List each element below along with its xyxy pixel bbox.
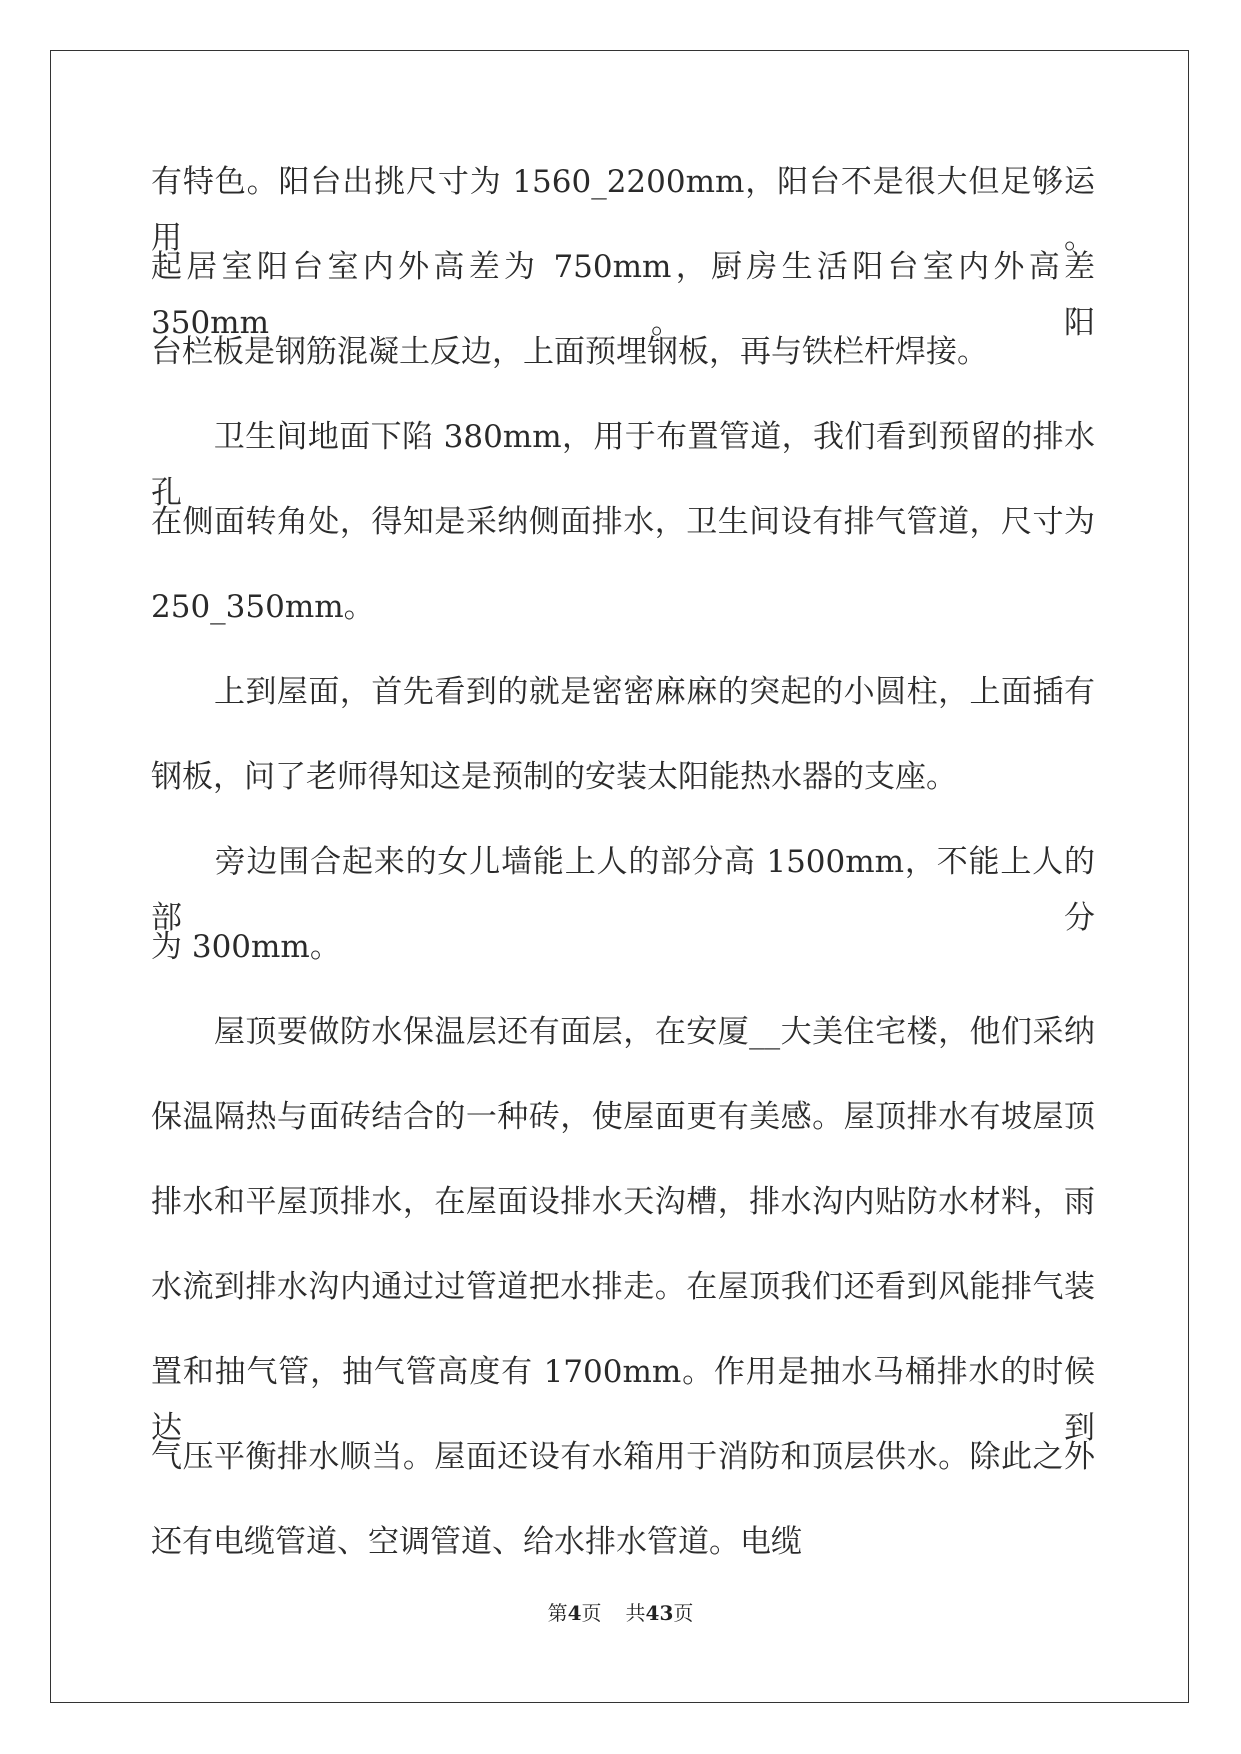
text-line: 置和抽气管，抽气管高度有 1700mm。作用是抽水马桶排水的时候达到 (151, 1354, 1095, 1446)
text-line: 卫生间地面下陷 380mm，用于布置管道，我们看到预留的排水孔 (151, 419, 1095, 511)
text-line: 屋顶要做防水保温层还有面层，在安厦__大美住宅楼，他们采纳 (151, 1014, 1095, 1050)
text-line: 保温隔热与面砖结合的一种砖，使屋面更有美感。屋顶排水有坡屋顶 (151, 1099, 1095, 1135)
text-line: 钢板，问了老师得知这是预制的安装太阳能热水器的支座。 (151, 759, 957, 795)
text-line: 排水和平屋顶排水，在屋面设排水天沟槽，排水沟内贴防水材料，雨 (151, 1184, 1095, 1220)
text-line: 250_350mm。 (151, 589, 375, 625)
text-line: 上到屋面，首先看到的就是密密麻麻的突起的小圆柱，上面插有 (151, 674, 1095, 710)
text-line: 水流到排水沟内通过过管道把水排走。在屋顶我们还看到风能排气装 (151, 1269, 1095, 1305)
text-line: 为 300mm。 (151, 929, 341, 965)
text-line: 台栏板是钢筋混凝土反边，上面预埋钢板，再与铁栏杆焊接。 (151, 334, 988, 370)
text-line: 旁边围合起来的女儿墙能上人的部分高 1500mm，不能上人的部分 (151, 844, 1095, 936)
text-line: 起居室阳台室内外高差为 750mm，厨房生活阳台室内外高差 350mm。阳 (151, 249, 1095, 341)
footer-total-prefix: 共 (625, 1601, 646, 1625)
text-line: 还有电缆管道、空调管道、给水排水管道。电缆 (151, 1524, 802, 1560)
footer-total-suffix: 页 (673, 1601, 694, 1625)
page-footer (0, 1597, 1241, 1626)
text-line: 气压平衡排水顺当。屋面还设有水箱用于消防和顶层供水。除此之外 (151, 1439, 1095, 1475)
footer-page-suffix: 页 (581, 1601, 602, 1625)
text-line: 有特色。阳台出挑尺寸为 1560_2200mm，阳台不是很大但足够运用。 (151, 164, 1095, 256)
footer-prefix: 第 (547, 1601, 568, 1625)
page-number: 4 (567, 1601, 582, 1625)
total-pages: 43 (645, 1601, 674, 1625)
document-body (151, 154, 1095, 1599)
text-line: 在侧面转角处，得知是采纳侧面排水，卫生间设有排气管道，尺寸为 (151, 504, 1095, 540)
